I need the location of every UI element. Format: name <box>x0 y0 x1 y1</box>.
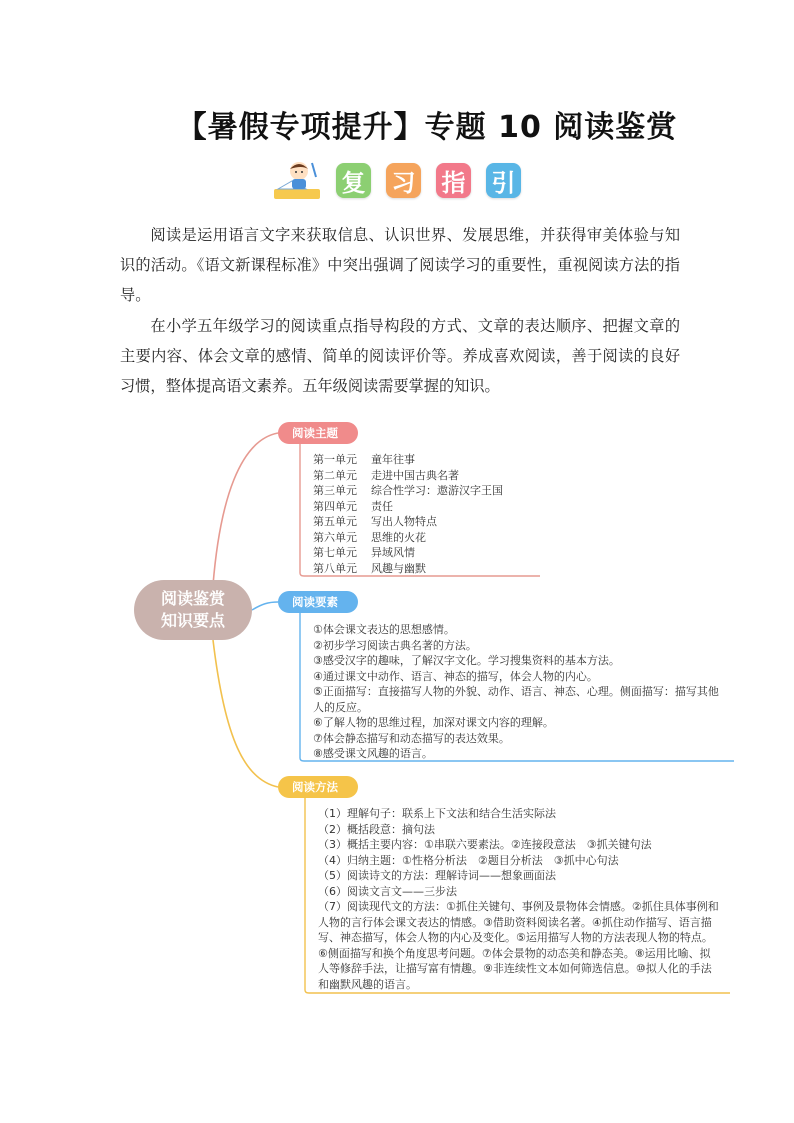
page-title: 【暑假专项提升】专题 10 阅读鉴赏 <box>176 110 678 145</box>
list-item: ⑤正面描写：直接描写人物的外貌、动作、语言、神态、心理。侧面描写：描写其他人的反应。 <box>313 685 719 714</box>
list-item: （4）归纳主题：①性格分析法 ②题目分析法 ③抓中心句法 <box>318 853 619 867</box>
mind-map-root <box>134 580 252 640</box>
unit-topic: 责任 <box>371 499 393 513</box>
methods-list <box>318 806 720 992</box>
list-item: （3）概括主要内容：①串联六要素法。②连接段意法 ③抓关键句法 <box>318 838 652 851</box>
unit-topic: 思维的火花 <box>371 530 426 544</box>
list-item: ④通过课文中动作、语言、神态的描写，体会人物的内心。 <box>313 669 598 683</box>
list-item: ⑦体会静态描写和动态描写的表达效果。 <box>313 731 510 745</box>
unit-topic: 写出人物特点 <box>371 515 437 528</box>
unit-topic: 综合性学习：遨游汉字王国 <box>371 484 503 497</box>
unit-topic: 走进中国古典名著 <box>371 468 459 482</box>
banner-char-tile: 习 <box>386 163 421 198</box>
unit-label: 第八单元 <box>313 561 357 575</box>
theme-unit-list <box>313 452 543 576</box>
list-item <box>313 499 543 515</box>
unit-label: 第一单元 <box>313 453 357 466</box>
list-item: ②初步学习阅读古典名著的方法。 <box>313 638 477 652</box>
list-item: ③感受汉字的趣味，了解汉字文化。学习搜集资料的基本方法。 <box>313 654 620 667</box>
elements-list <box>313 622 723 762</box>
node-reading-elements: 阅读要素 <box>278 591 358 613</box>
list-item <box>313 483 543 499</box>
list-item <box>313 514 543 530</box>
unit-label: 第七单元 <box>313 546 357 559</box>
banner-char-tile: 复 <box>336 163 371 198</box>
unit-topic: 风趣与幽默 <box>371 561 426 575</box>
list-item: ⑥了解人物的思维过程，加深对课文内容的理解。 <box>313 716 554 729</box>
list-item <box>313 530 543 546</box>
unit-label: 第四单元 <box>313 499 357 513</box>
list-item: （6）阅读文言文——三步法 <box>318 884 457 898</box>
list-item: ⑧感受课文风趣的语言。 <box>313 747 433 760</box>
banner-char-tile: 引 <box>486 163 521 198</box>
list-item: （2）概括段意：摘句法 <box>318 822 435 836</box>
node-reading-theme: 阅读主题 <box>278 422 358 444</box>
list-item <box>313 545 543 561</box>
banner-char-tile: 指 <box>436 163 471 198</box>
connector-elements <box>252 602 278 610</box>
connector-methods <box>213 640 278 787</box>
intro-paragraph: 在小学五年级学习的阅读重点指导构段的方式、文章的表达顺序、把握文章的主要内容、体会文章的感情、简单的阅读评价等。养成喜欢阅读，善于阅读的良好习惯，整体提高语文素养。五年级阅读需要掌握的知识。 <box>120 317 680 395</box>
unit-label: 第三单元 <box>313 484 357 497</box>
root-label-line: 知识要点 <box>160 611 225 630</box>
list-item <box>313 561 543 577</box>
list-item <box>313 452 543 468</box>
unit-label: 第六单元 <box>313 530 357 544</box>
list-item: （1）理解句子：联系上下文法和结合生活实际法 <box>318 807 556 820</box>
unit-topic: 异域风情 <box>371 546 415 559</box>
node-reading-methods: 阅读方法 <box>278 776 358 798</box>
list-item <box>313 468 543 484</box>
list-item: （7）阅读现代文的方法：①抓住关键句、事例及景物体会情感。②抓住具体事例和人物的言行体会课文表达的情感。③借助资料阅读名著。④抓住动作描写、语言描写、神态描写，体会人物的内心及变化。⑤运用描写人物的方法表现人物的特点。⑥侧面描写和换个角度思考问题。⑦体会景物的动态美和静态美。⑧运用比喻、拟人等修辞手法，让描写富有情趣。⑨非连续性文本如何筛选信息。⑩拟人化的手法和幽默风趣的语言。 <box>318 900 719 991</box>
intro-paragraph: 阅读是运用语言文字来获取信息、认识世界、发展思维，并获得审美体验与知识的活动。《语文新课程标准》中突出强调了阅读学习的重要性，重视阅读方法的指导。 <box>120 226 680 304</box>
unit-label: 第五单元 <box>313 515 357 528</box>
root-label-line: 阅读鉴赏 <box>160 589 225 608</box>
list-item: （5）阅读诗文的方法：理解诗词——想象画面法 <box>318 869 556 882</box>
unit-label: 第二单元 <box>313 468 357 482</box>
connector-theme <box>213 433 278 585</box>
list-item: ①体会课文表达的思想感情。 <box>313 623 455 636</box>
unit-topic: 童年往事 <box>371 453 415 466</box>
